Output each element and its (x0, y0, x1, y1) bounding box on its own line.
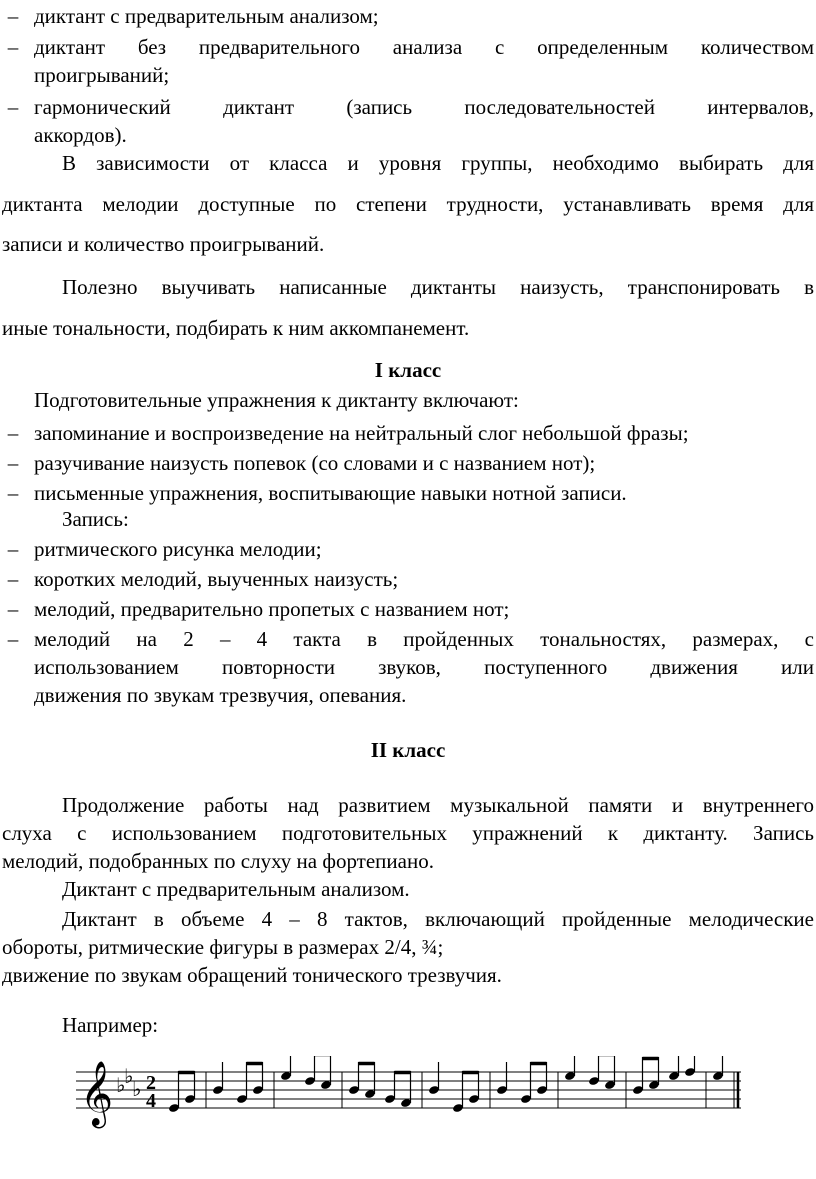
list-text: запоминание и воспроизведение на нейтральный слог небольшой фразы; (34, 421, 689, 445)
list-text: гармонический диктант (запись последовательностей интервалов, (34, 95, 814, 119)
list-dash: – (7, 537, 19, 561)
paragraph-text: Запись: (62, 507, 129, 531)
paragraph-text: Продолжение работы над развитием музыкальной памяти и внутреннего (62, 793, 814, 817)
melody-notes (168, 1056, 724, 1113)
paragraph-text: обороты, ритмические фигуры в размерах 2/4, ¾; (2, 935, 444, 959)
list-dash: – (7, 451, 19, 475)
paragraph-text: движение по звукам обращений тонического трезвучия. (2, 963, 502, 987)
flat-icon (116, 1064, 141, 1101)
list-text: письменные упражнения, воспитывающие навыки нотной записи. (34, 481, 627, 505)
music-score (76, 1056, 741, 1140)
paragraph-text: Диктант с предварительным анализом. (62, 877, 410, 901)
paragraph-text: мелодий, подобранных по слуху на фортепиано. (2, 849, 434, 873)
paragraph-text: диктанта мелодии доступные по степени трудности, устанавливать время для (2, 192, 814, 216)
paragraph-text: записи и количество проигрываний. (2, 232, 325, 256)
list-text: коротких мелодий, выученных наизусть; (34, 567, 399, 591)
svg-text:♭: ♭ (124, 1064, 134, 1088)
svg-text:♭: ♭ (132, 1077, 142, 1101)
list-text: диктант с предварительным анализом; (34, 4, 379, 28)
list-dash: – (7, 597, 19, 621)
list-text: диктант без предварительного анализа с определенным количеством (34, 35, 814, 59)
list-dash: – (7, 35, 19, 59)
list-dash: – (7, 481, 19, 505)
list-dash: – (7, 627, 19, 651)
list-text: мелодий, предварительно пропетых с названием нот; (34, 597, 510, 621)
paragraph-text: В зависимости от класса и уровня группы, необходимо выбирать для (62, 151, 814, 175)
paragraph-text: слуха с использованием подготовительных упражнений к диктанту. Запись (2, 821, 814, 845)
list-text: ритмического рисунка мелодии; (34, 537, 322, 561)
list-text: мелодий на 2 – 4 такта в пройденных тональностях, размерах, с (34, 627, 814, 651)
section-heading-grade-2: II класс (370, 738, 446, 762)
list-text: использованием повторности звуков, поступенного движения или (34, 655, 814, 679)
list-text: аккордов). (34, 123, 127, 147)
paragraph-text: Диктант в объеме 4 – 8 тактов, включающий пройденные мелодические (62, 907, 814, 931)
list-dash: – (7, 95, 19, 119)
list-dash: – (7, 567, 19, 591)
list-dash: – (7, 421, 19, 445)
svg-text:4: 4 (146, 1090, 156, 1112)
list-dash: – (7, 4, 19, 28)
list-text: проигрываний; (34, 63, 170, 87)
paragraph-text: иные тональности, подбирать к ним аккомпанемент. (2, 316, 470, 340)
svg-text:♭: ♭ (116, 1073, 126, 1097)
paragraph-text: Подготовительные упражнения к диктанту включают: (34, 388, 519, 412)
paragraph-text: Полезно выучивать написанные диктанты наизусть, транспонировать в (62, 275, 814, 299)
svg-text:2: 2 (146, 1072, 156, 1094)
paragraph-text: Например: (62, 1013, 159, 1037)
time-signature (146, 1072, 156, 1112)
section-heading-grade-1: I класс (374, 358, 442, 382)
treble-clef-icon: 𝄞 (80, 1061, 114, 1126)
list-text: движения по звукам трезвучия, опевания. (34, 683, 407, 707)
list-text: разучивание наизусть попевок (со словами и с названием нот); (34, 451, 596, 475)
